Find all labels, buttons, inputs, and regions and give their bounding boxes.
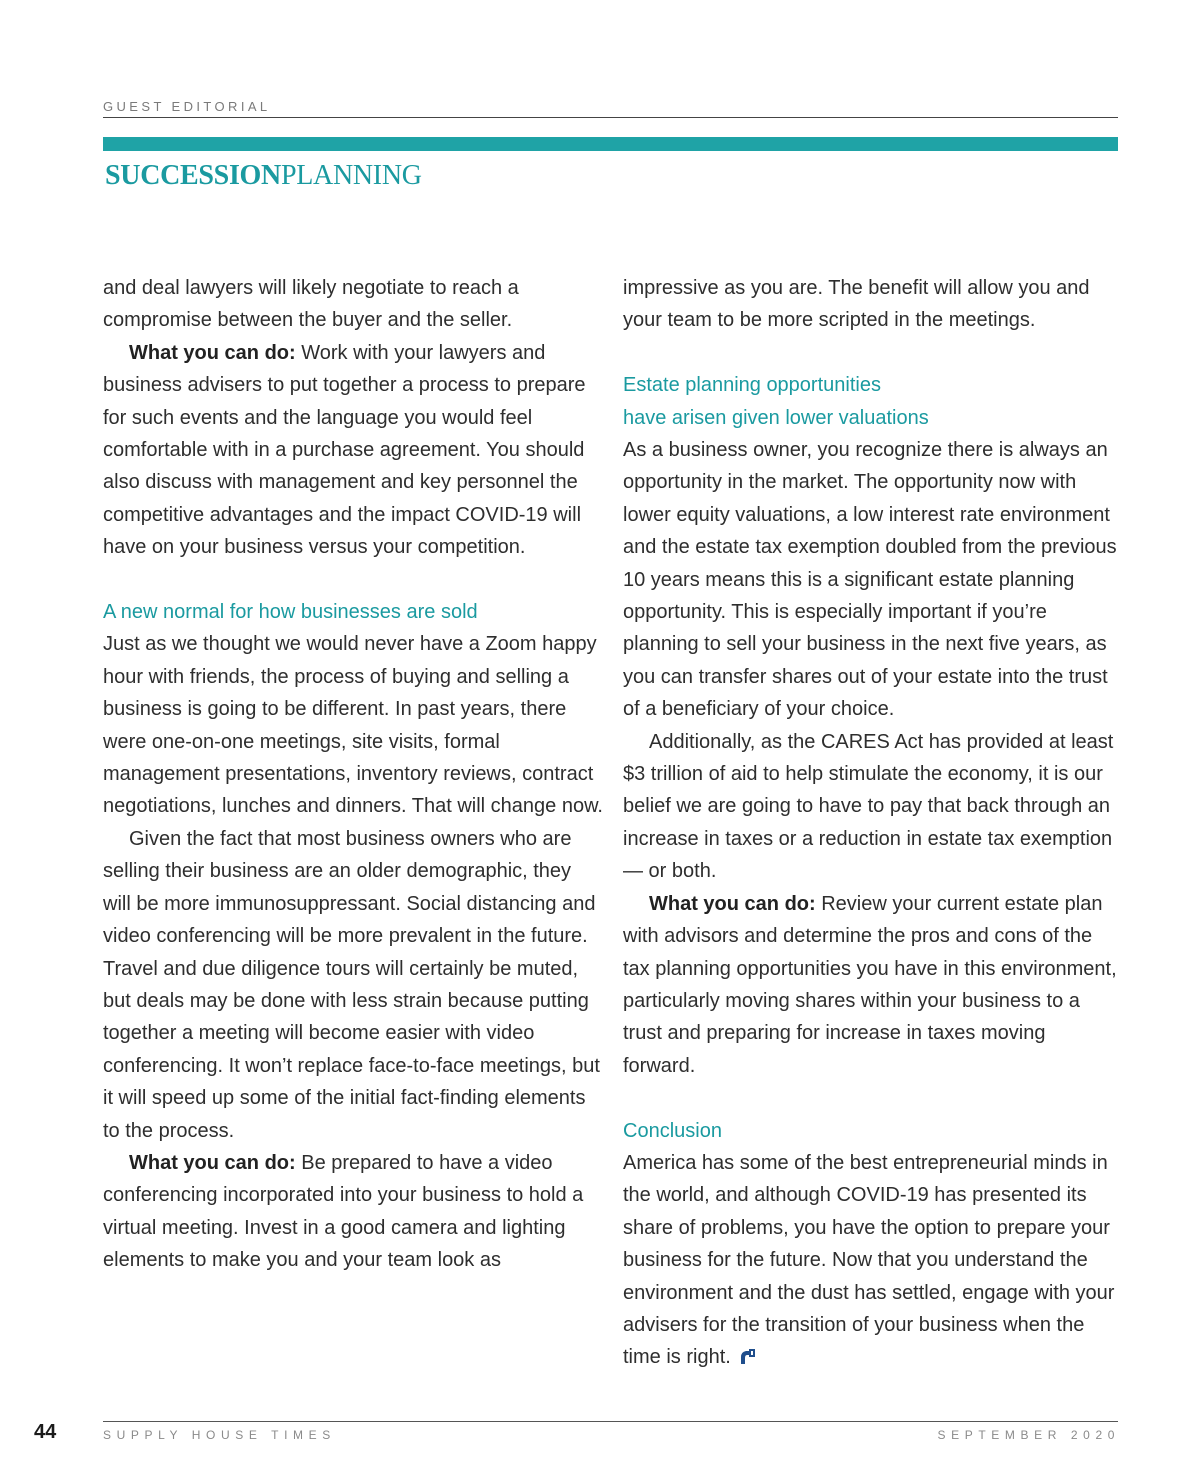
paragraph-text: Review your current estate plan with advisors and determine the pros and cons of the tax planning opportunities you have in this environment, particularly moving shares within your business to a trust and preparing for increase in taxes moving forward. (623, 892, 1117, 1077)
paragraph-text: Be prepared to have a video conferencing incorporated into your business to hold a virtual meeting. Invest in a good camera and lighting elements to make you and your team look as (103, 1151, 584, 1272)
paragraph (623, 888, 1121, 1082)
header-divider (103, 117, 1118, 118)
paragraph (103, 1147, 603, 1277)
end-of-article-icon (739, 1348, 757, 1365)
paragraph: impressive as you are. The benefit will allow you and your team to be more scripted in the meetings. (623, 277, 1090, 332)
subheading: have arisen given lower valuations (623, 406, 929, 429)
footer-divider (103, 1421, 1118, 1422)
lead-in: What you can do: (129, 1151, 296, 1174)
paragraph (103, 337, 603, 564)
paragraph: Additionally, as the CARES Act has provided at least $3 trillion of aid to help stimulate the economy, it is our belief we are going to have to pay that back through an increase in taxes or a reduction in estate tax exemption — or both. (623, 730, 1114, 883)
paragraph-text: Work with your lawyers and business advisers to put together a process to prepare for such events and the language you would feel comfortable with in a purchase agreement. You should also discuss with management and key personnel the competitive advantages and the impact COVID-19 will have on your business versus your competition. (103, 341, 586, 559)
paragraph: and deal lawyers will likely negotiate to reach a compromise between the buyer and the seller. (103, 277, 519, 332)
subheading: Estate planning opportunities (623, 374, 881, 397)
lead-in: What you can do: (649, 892, 816, 915)
publication-name: SUPPLY HOUSE TIMES (103, 1428, 336, 1442)
paragraph: As a business owner, you recognize there is always an opportunity in the market. The opportunity now with lower equity valuations, a low interest rate environment and the estate tax exemption doubled from the previous 10 years means this is a significant estate planning opportunity. This is especially important if you’re planning to sell your business in the next five years, as you can transfer shares out of your estate into the trust of a beneficiary of your choice. (623, 439, 1117, 721)
title-bold-part: SUCCESSION (105, 160, 281, 191)
spacer (623, 1082, 1121, 1114)
subheading: Conclusion (623, 1119, 722, 1142)
page-number: 44 (34, 1421, 57, 1443)
right-column (623, 272, 1121, 1374)
paragraph (623, 1147, 1121, 1374)
paragraph: Just as we thought we would never have a Zoom happy hour with friends, the process of buying and selling a business is going to be different. In past years, there were one-on-one meetings, site visits, formal management presentations, inventory reviews, contract negotiations, lunches and dinners. That will change now. (103, 633, 603, 818)
spacer (623, 337, 1121, 369)
issue-date: SEPTEMBER 2020 (937, 1428, 1120, 1442)
page-title (105, 160, 422, 192)
title-light-part: PLANNING (280, 160, 422, 191)
lead-in: What you can do: (129, 341, 296, 364)
header-accent-bar (103, 137, 1118, 151)
paragraph-text: America has some of the best entrepreneurial minds in the world, and although COVID-19 has presented its share of problems, you have the option to prepare your business for the future. Now that you understand the environment and the dust has settled, engage with your advisers for the transition of your business when the time is right. (623, 1151, 1115, 1369)
spacer (103, 564, 603, 596)
subheading: A new normal for how businesses are sold (103, 601, 478, 624)
section-label: GUEST EDITORIAL (103, 99, 271, 114)
left-column (103, 272, 603, 1277)
paragraph: Given the fact that most business owners who are selling their business are an older demographic, they will be more immunosuppressant. Social distancing and video conferencing will be more prevalent in the future. Travel and due diligence tours will certainly be muted, but deals may be done with less strain because putting together a meeting will become easier with video conferencing. It won’t replace face-to-face meetings, but it will speed up some of the initial fact-finding elements to the process. (103, 827, 600, 1142)
